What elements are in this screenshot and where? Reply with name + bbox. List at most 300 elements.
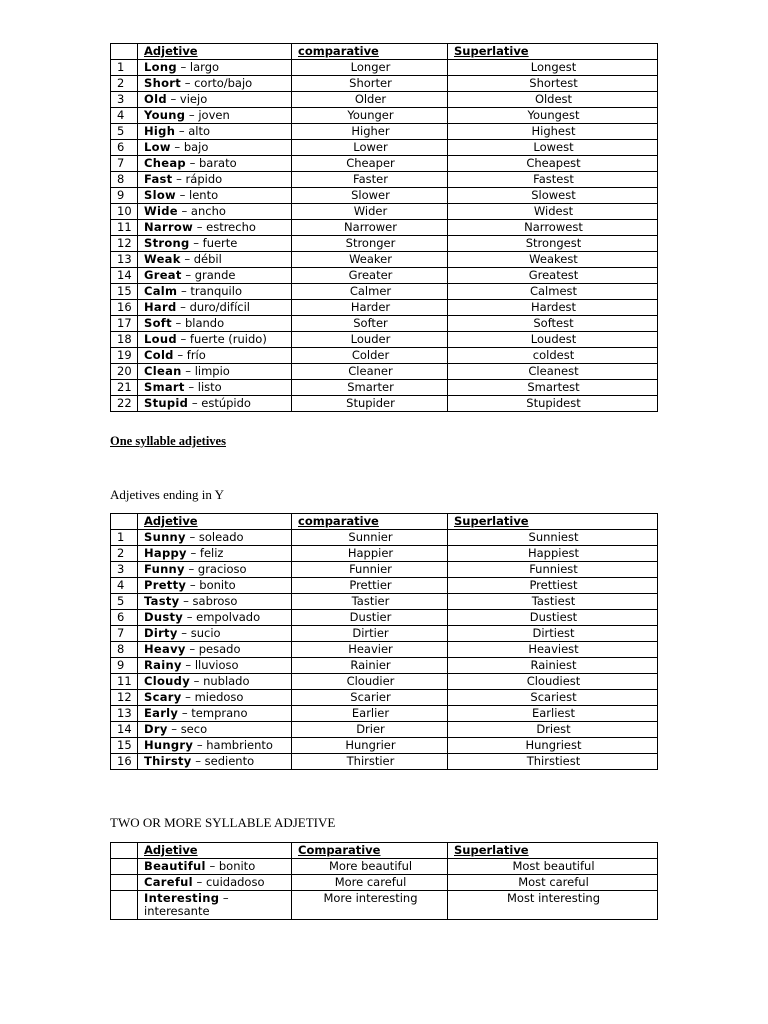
ending-in-y-table (110, 513, 658, 770)
comparative-cell: More careful (292, 875, 448, 891)
comparative-cell: Cloudier (292, 674, 448, 690)
spanish-translation: soleado (198, 530, 244, 544)
spanish-translation: temprano (191, 706, 248, 720)
table-row (111, 738, 658, 754)
header-superlative: Superlative (448, 44, 658, 60)
adjective-word: Low (144, 140, 171, 154)
adjective-cell (138, 530, 292, 546)
adjective-cell (138, 252, 292, 268)
superlative-cell: Earliest (448, 706, 658, 722)
adjective-word: Great (144, 268, 182, 282)
table-row (111, 530, 658, 546)
adjective-cell (138, 220, 292, 236)
table-row (111, 875, 658, 891)
adjective-word: Old (144, 92, 167, 106)
adjective-cell (138, 754, 292, 770)
separator-dash: – (167, 722, 181, 736)
superlative-cell: Heaviest (448, 642, 658, 658)
separator-dash: – (189, 236, 203, 250)
comparative-cell: Dustier (292, 610, 448, 626)
separator-dash: – (193, 220, 207, 234)
separator-dash: – (190, 674, 204, 688)
superlative-cell: Tastiest (448, 594, 658, 610)
adjective-word: Hungry (144, 738, 194, 752)
superlative-cell: Slowest (448, 188, 658, 204)
header-comparative: comparative (292, 44, 448, 60)
adjective-cell (138, 204, 292, 220)
spanish-translation: pesado (198, 642, 241, 656)
spanish-translation: sucio (190, 626, 221, 640)
separator-dash: – (205, 859, 219, 873)
superlative-cell: Smartest (448, 380, 658, 396)
spanish-translation: viejo (179, 92, 208, 106)
spanish-translation: barato (198, 156, 237, 170)
comparative-cell: Dirtier (292, 626, 448, 642)
adjective-cell (138, 610, 292, 626)
table-row (111, 674, 658, 690)
separator-dash: – (185, 156, 199, 170)
adjective-word: Strong (144, 236, 190, 250)
header-adjetive: Adjetive (138, 514, 292, 530)
adjective-cell (138, 891, 292, 920)
two-or-more-syllable-table (110, 842, 658, 920)
superlative-cell: Most careful (448, 875, 658, 891)
comparative-cell: Thirstier (292, 754, 448, 770)
adjective-word: Calm (144, 284, 178, 298)
spanish-translation: cuidadoso (205, 875, 265, 889)
comparative-cell: Lower (292, 140, 448, 156)
separator-dash: – (219, 891, 229, 905)
table-row (111, 172, 658, 188)
row-number: 9 (111, 188, 138, 204)
row-number: 20 (111, 364, 138, 380)
superlative-cell: Lowest (448, 140, 658, 156)
comparative-cell: Higher (292, 124, 448, 140)
row-number (111, 891, 138, 920)
separator-dash: – (181, 658, 195, 672)
row-number: 7 (111, 626, 138, 642)
table-row (111, 124, 658, 140)
header-comparative: Comparative (292, 843, 448, 859)
row-number: 12 (111, 690, 138, 706)
adjective-word: Thirsty (144, 754, 192, 768)
separator-dash: – (185, 530, 199, 544)
adjective-cell (138, 396, 292, 412)
adjective-word: Fast (144, 172, 173, 186)
comparative-cell: Smarter (292, 380, 448, 396)
adjective-word: Heavy (144, 642, 186, 656)
table-row (111, 348, 658, 364)
spanish-translation: bonito (218, 859, 256, 873)
comparative-cell: Harder (292, 300, 448, 316)
row-number: 19 (111, 348, 138, 364)
superlative-cell: Rainiest (448, 658, 658, 674)
table-row (111, 594, 658, 610)
superlative-cell: Cleanest (448, 364, 658, 380)
superlative-cell: Funniest (448, 562, 658, 578)
spanish-translation: fuerte (ruido) (189, 332, 267, 346)
superlative-cell: Narrowest (448, 220, 658, 236)
superlative-cell: Shortest (448, 76, 658, 92)
row-number: 3 (111, 562, 138, 578)
adjective-word: Young (144, 108, 186, 122)
separator-dash: – (173, 348, 187, 362)
spanish-translation: seco (180, 722, 208, 736)
superlative-cell: Longest (448, 60, 658, 76)
row-number: 6 (111, 610, 138, 626)
comparative-cell: Hungrier (292, 738, 448, 754)
separator-dash: – (166, 92, 180, 106)
separator-dash: – (188, 396, 202, 410)
separator-dash: – (171, 316, 185, 330)
comparative-cell: Cheaper (292, 156, 448, 172)
spanish-translation: miedoso (194, 690, 244, 704)
adjective-word: Tasty (144, 594, 180, 608)
separator-dash: – (191, 754, 205, 768)
table-row (111, 859, 658, 875)
table-row (111, 562, 658, 578)
comparative-cell: Earlier (292, 706, 448, 722)
header-adjetive: Adjetive (138, 44, 292, 60)
row-number: 6 (111, 140, 138, 156)
header-superlative: Superlative (448, 843, 658, 859)
row-number: 8 (111, 172, 138, 188)
adjective-word: Wide (144, 204, 178, 218)
spanish-translation: rápido (185, 172, 223, 186)
row-number: 13 (111, 706, 138, 722)
adjective-word: Smart (144, 380, 185, 394)
adjective-word: Early (144, 706, 179, 720)
comparative-cell: Weaker (292, 252, 448, 268)
table-row (111, 284, 658, 300)
separator-dash: – (177, 626, 191, 640)
adjective-cell (138, 875, 292, 891)
adjective-cell (138, 594, 292, 610)
separator-dash: – (181, 364, 195, 378)
row-number: 7 (111, 156, 138, 172)
spanish-translation: tranquilo (190, 284, 242, 298)
comparative-cell: Colder (292, 348, 448, 364)
one-syllable-table (110, 43, 658, 412)
superlative-cell: Thirstiest (448, 754, 658, 770)
adjective-cell (138, 642, 292, 658)
table-row (111, 722, 658, 738)
separator-dash: – (181, 268, 195, 282)
table-row (111, 706, 658, 722)
separator-dash: – (178, 706, 192, 720)
row-number: 15 (111, 738, 138, 754)
superlative-cell: Hardest (448, 300, 658, 316)
adjective-word: Cloudy (144, 674, 190, 688)
comparative-cell: Prettier (292, 578, 448, 594)
table-row (111, 658, 658, 674)
header-adjetive: Adjetive (138, 843, 292, 859)
separator-dash: – (175, 188, 190, 202)
adjective-word: Short (144, 76, 182, 90)
adjective-word: Clean (144, 364, 182, 378)
adjective-cell (138, 546, 292, 562)
adjective-word: Narrow (144, 220, 194, 234)
header-number-cell (111, 843, 138, 859)
caption-one-syllable: One syllable adjetives (110, 434, 226, 448)
comparative-cell: Longer (292, 60, 448, 76)
superlative-cell: Fastest (448, 172, 658, 188)
adjective-word: Sunny (144, 530, 186, 544)
table-row (111, 220, 658, 236)
table-row (111, 268, 658, 284)
adjective-cell (138, 300, 292, 316)
adjective-cell (138, 140, 292, 156)
table-row (111, 891, 658, 920)
adjective-cell (138, 738, 292, 754)
adjective-cell (138, 348, 292, 364)
separator-dash: – (186, 546, 200, 560)
comparative-cell: Calmer (292, 284, 448, 300)
spanish-translation: bajo (183, 140, 209, 154)
comparative-cell: Happier (292, 546, 448, 562)
row-number: 18 (111, 332, 138, 348)
row-number: 2 (111, 76, 138, 92)
spanish-translation: ancho (190, 204, 226, 218)
separator-dash: – (184, 380, 198, 394)
row-number: 17 (111, 316, 138, 332)
row-number: 8 (111, 642, 138, 658)
row-number (111, 875, 138, 891)
adjective-cell (138, 626, 292, 642)
spanish-translation: bonito (199, 578, 236, 592)
adjective-word: Scary (144, 690, 182, 704)
table-row (111, 140, 658, 156)
comparative-cell: More beautiful (292, 859, 448, 875)
adjective-word: Cold (144, 348, 174, 362)
row-number: 22 (111, 396, 138, 412)
adjective-cell (138, 859, 292, 875)
adjective-cell (138, 268, 292, 284)
header-superlative: Superlative (448, 514, 658, 530)
comparative-cell: Faster (292, 172, 448, 188)
spanish-translation: nublado (203, 674, 250, 688)
adjective-cell (138, 578, 292, 594)
adjective-word: Interesting (144, 891, 220, 905)
superlative-cell: Oldest (448, 92, 658, 108)
comparative-cell: Louder (292, 332, 448, 348)
table-row (111, 380, 658, 396)
separator-dash: – (180, 252, 194, 266)
spanish-translation: lento (189, 188, 219, 202)
adjective-cell (138, 562, 292, 578)
row-number: 13 (111, 252, 138, 268)
row-number: 4 (111, 108, 138, 124)
adjective-word: Long (144, 60, 177, 74)
superlative-cell: Sunniest (448, 530, 658, 546)
spanish-translation: feliz (199, 546, 224, 560)
superlative-cell: Most interesting (448, 891, 658, 920)
adjective-cell (138, 364, 292, 380)
row-number: 1 (111, 60, 138, 76)
comparative-cell: Softer (292, 316, 448, 332)
separator-dash: – (181, 690, 195, 704)
table-row (111, 300, 658, 316)
adjective-word: Dirty (144, 626, 178, 640)
comparative-cell: Wider (292, 204, 448, 220)
table-row (111, 60, 658, 76)
table-row (111, 204, 658, 220)
table-row (111, 316, 658, 332)
row-number: 16 (111, 754, 138, 770)
separator-dash: – (172, 172, 186, 186)
table-row (111, 76, 658, 92)
spanish-translation: listo (197, 380, 222, 394)
separator-dash: – (177, 204, 191, 218)
spanish-translation: lluvioso (194, 658, 239, 672)
adjective-word: Slow (144, 188, 176, 202)
row-number: 12 (111, 236, 138, 252)
header-comparative: comparative (292, 514, 448, 530)
table-row (111, 642, 658, 658)
adjective-cell (138, 658, 292, 674)
comparative-cell: Greater (292, 268, 448, 284)
table-row (111, 396, 658, 412)
row-number: 11 (111, 674, 138, 690)
comparative-cell: Narrower (292, 220, 448, 236)
comparative-cell: Stupider (292, 396, 448, 412)
superlative-cell: Cheapest (448, 156, 658, 172)
adjective-cell (138, 284, 292, 300)
comparative-cell: Stronger (292, 236, 448, 252)
spanish-translation: sabroso (192, 594, 238, 608)
row-number: 1 (111, 530, 138, 546)
table-row (111, 546, 658, 562)
header-number-cell (111, 44, 138, 60)
superlative-cell: Scariest (448, 690, 658, 706)
row-number: 14 (111, 722, 138, 738)
table-row (111, 578, 658, 594)
separator-dash: – (179, 594, 193, 608)
row-number: 15 (111, 284, 138, 300)
adjective-cell (138, 316, 292, 332)
separator-dash: – (193, 738, 207, 752)
separator-dash: – (183, 610, 197, 624)
superlative-cell: Stupidest (448, 396, 658, 412)
superlative-cell: Calmest (448, 284, 658, 300)
adjective-word: Happy (144, 546, 187, 560)
separator-dash: – (177, 284, 191, 298)
adjective-word: Rainy (144, 658, 182, 672)
separator-dash: – (192, 875, 206, 889)
comparative-cell: Scarier (292, 690, 448, 706)
table-row (111, 690, 658, 706)
separator-dash: – (176, 60, 190, 74)
comparative-cell: Rainier (292, 658, 448, 674)
row-number: 14 (111, 268, 138, 284)
spanish-translation: duro/difícil (189, 300, 250, 314)
comparative-cell: Younger (292, 108, 448, 124)
adjective-word: Stupid (144, 396, 189, 410)
header-number-cell (111, 514, 138, 530)
comparative-cell: Slower (292, 188, 448, 204)
superlative-cell: Strongest (448, 236, 658, 252)
superlative-cell: Hungriest (448, 738, 658, 754)
adjective-cell (138, 332, 292, 348)
separator-dash: – (185, 642, 199, 656)
adjective-word: Loud (144, 332, 177, 346)
row-number: 4 (111, 578, 138, 594)
adjective-word: Beautiful (144, 859, 206, 873)
table-row (111, 754, 658, 770)
comparative-cell: Cleaner (292, 364, 448, 380)
table-row (111, 610, 658, 626)
row-number: 11 (111, 220, 138, 236)
row-number: 3 (111, 92, 138, 108)
adjective-cell (138, 690, 292, 706)
adjective-word: Soft (144, 316, 172, 330)
adjective-cell (138, 674, 292, 690)
superlative-cell: coldest (448, 348, 658, 364)
adjective-word: Careful (144, 875, 193, 889)
adjective-cell (138, 76, 292, 92)
row-number: 21 (111, 380, 138, 396)
separator-dash: – (176, 332, 190, 346)
adjective-cell (138, 124, 292, 140)
comparative-cell: Drier (292, 722, 448, 738)
spanish-translation: corto/bajo (194, 76, 253, 90)
table-header-row (111, 843, 658, 859)
superlative-cell: Greatest (448, 268, 658, 284)
table-row (111, 108, 658, 124)
adjective-cell (138, 108, 292, 124)
superlative-cell: Most beautiful (448, 859, 658, 875)
adjective-cell (138, 92, 292, 108)
separator-dash: – (170, 140, 184, 154)
superlative-cell: Youngest (448, 108, 658, 124)
adjective-word: Dusty (144, 610, 184, 624)
spanish-translation: estrecho (206, 220, 256, 234)
adjective-cell (138, 380, 292, 396)
spanish-translation: hambriento (206, 738, 273, 752)
adjective-word: Dry (144, 722, 168, 736)
spanish-translation: limpio (194, 364, 230, 378)
superlative-cell: Softest (448, 316, 658, 332)
spanish-translation: largo (189, 60, 220, 74)
row-number: 9 (111, 658, 138, 674)
comparative-cell: Funnier (292, 562, 448, 578)
adjective-word: Hard (144, 300, 177, 314)
caption-ending-in-y: Adjetives ending in Y (110, 487, 224, 502)
table-row (111, 92, 658, 108)
adjective-word: Cheap (144, 156, 186, 170)
superlative-cell: Driest (448, 722, 658, 738)
spanish-translation: blando (184, 316, 225, 330)
table-row (111, 626, 658, 642)
spanish-translation: débil (193, 252, 222, 266)
spanish-translation: interesante (144, 904, 210, 918)
superlative-cell: Weakest (448, 252, 658, 268)
table-row (111, 156, 658, 172)
table-row (111, 188, 658, 204)
table-header-row (111, 44, 658, 60)
spanish-translation: empolvado (196, 610, 261, 624)
adjective-cell (138, 172, 292, 188)
comparative-cell: Sunnier (292, 530, 448, 546)
spanish-translation: joven (198, 108, 230, 122)
comparative-cell: Shorter (292, 76, 448, 92)
comparative-cell: Older (292, 92, 448, 108)
separator-dash: – (181, 76, 195, 90)
adjective-cell (138, 188, 292, 204)
table-row (111, 364, 658, 380)
table-row (111, 236, 658, 252)
table-row (111, 332, 658, 348)
